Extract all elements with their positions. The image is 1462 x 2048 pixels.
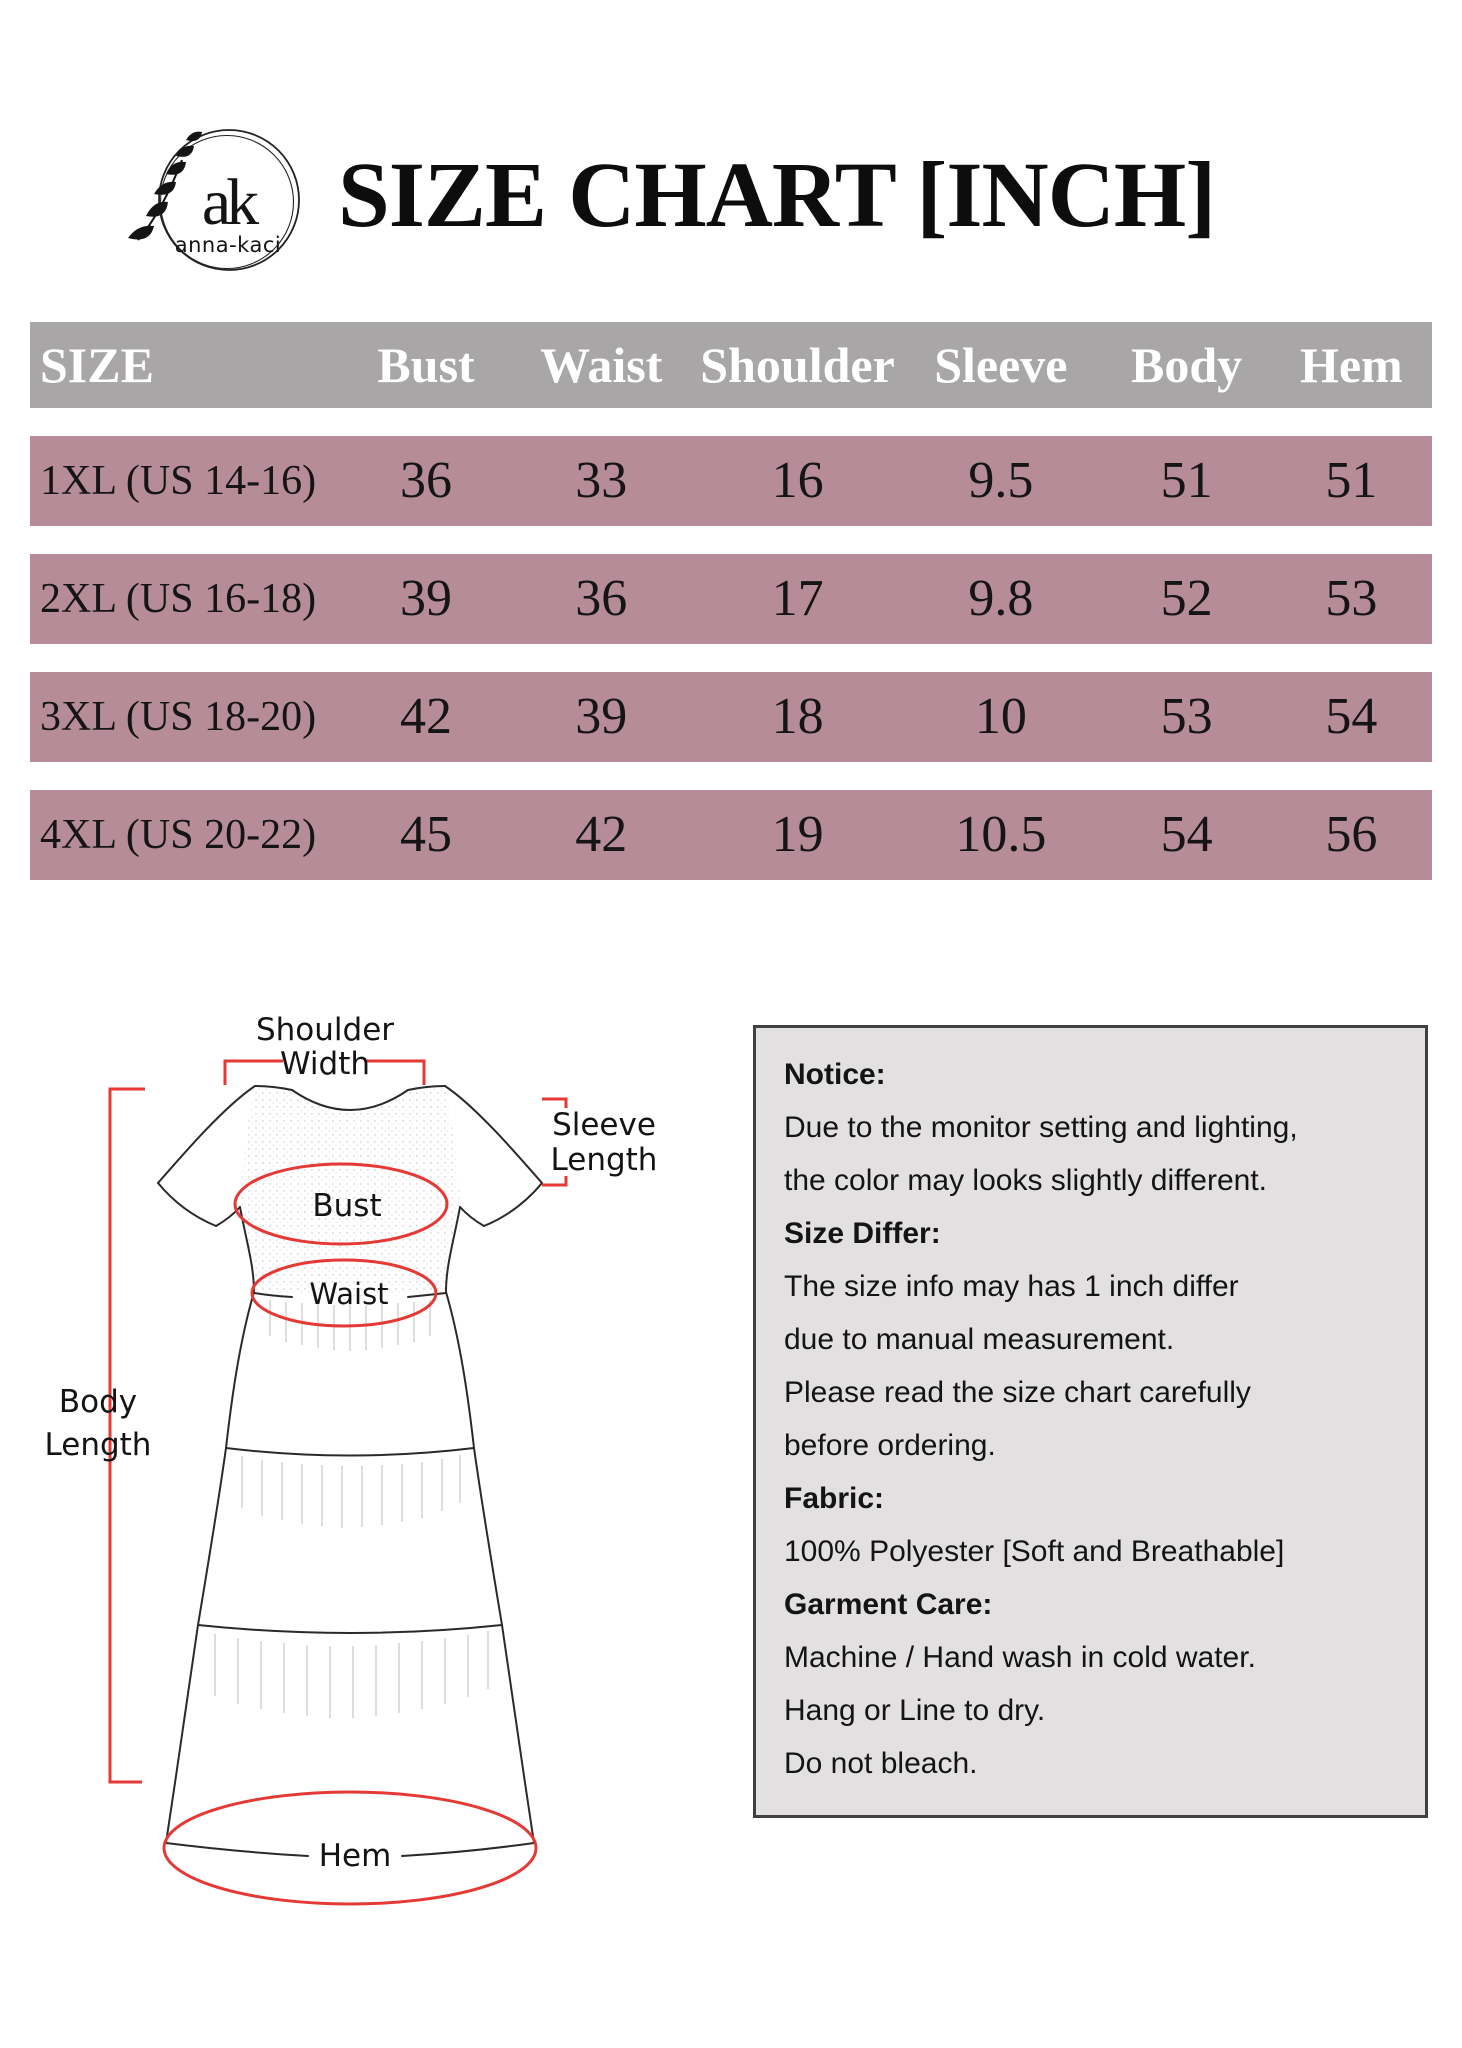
sleeve-value: 9.8	[968, 570, 1034, 627]
laurel-leaf-icon	[128, 132, 202, 240]
bust-value: 45	[400, 806, 453, 863]
table-row	[30, 436, 1432, 526]
notice-text: Machine / Hand wash in cold water.	[784, 1641, 1256, 1674]
waist-label: Waist	[309, 1277, 389, 1311]
body-length-label-1: Body	[58, 1384, 138, 1420]
waist-value: 39	[575, 688, 628, 745]
column-header-size: SIZE	[40, 337, 154, 393]
column-header-body: Body	[1131, 337, 1243, 393]
notice-text: Due to the monitor setting and lighting,	[784, 1111, 1298, 1144]
body-value: 54	[1160, 806, 1213, 863]
shoulder-width-label-2: Width	[279, 1046, 371, 1082]
body-length-label-2: Length	[44, 1427, 152, 1463]
column-header-bust: Bust	[377, 337, 475, 393]
size-label: 1XL (US 14-16)	[40, 458, 317, 504]
body-value: 51	[1160, 452, 1213, 509]
size-differ-heading: Size Differ:	[784, 1217, 941, 1250]
notice-text: Do not bleach.	[784, 1747, 978, 1780]
size-label: 3XL (US 18-20)	[40, 694, 317, 740]
table-row	[30, 790, 1432, 880]
page-title: SIZE CHART [INCH]	[338, 144, 1216, 247]
size-label: 4XL (US 20-22)	[40, 812, 317, 858]
table-row	[30, 554, 1432, 644]
fabric-heading: Fabric:	[784, 1482, 885, 1515]
body-value: 52	[1160, 570, 1213, 627]
fabric-gathers	[215, 1300, 488, 1718]
table-header-row	[30, 322, 1432, 408]
bust-value: 36	[400, 452, 453, 509]
sleeve-value: 9.5	[968, 452, 1034, 509]
shoulder-value: 18	[771, 688, 824, 745]
bust-value: 39	[400, 570, 453, 627]
sleeve-value: 10.5	[955, 806, 1047, 863]
hem-value: 51	[1325, 452, 1378, 509]
hem-value: 54	[1325, 688, 1378, 745]
notice-text: The size info may has 1 inch differ	[784, 1270, 1239, 1303]
waist-value: 42	[575, 806, 628, 863]
hem-value: 56	[1325, 806, 1378, 863]
sleeve-length-label-1: Sleeve	[552, 1107, 656, 1143]
waist-value: 33	[575, 452, 628, 509]
garment-care-heading: Garment Care:	[784, 1588, 993, 1621]
brand-logo	[110, 112, 320, 292]
shoulder-value: 16	[771, 452, 824, 509]
table-row	[30, 672, 1432, 762]
notice-text: before ordering.	[784, 1429, 996, 1462]
dress-measurement-diagram	[30, 1000, 680, 1920]
bust-label: Bust	[312, 1188, 382, 1224]
notice-text: Please read the size chart carefully	[784, 1376, 1251, 1409]
sleeve-value: 10	[974, 688, 1027, 745]
shoulder-value: 17	[771, 570, 824, 627]
column-header-sleeve: Sleeve	[934, 337, 1068, 393]
logo-brand-name: anna-kaci	[174, 233, 282, 257]
notice-text: Hang or Line to dry.	[784, 1694, 1046, 1727]
waist-value: 36	[575, 570, 628, 627]
notice-heading: Notice:	[784, 1058, 886, 1091]
body-value: 53	[1160, 688, 1213, 745]
notice-text: 100% Polyester [Soft and Breathable]	[784, 1535, 1285, 1568]
notice-box	[753, 1025, 1428, 1818]
hem-label: Hem	[318, 1838, 392, 1874]
hem-value: 53	[1325, 570, 1378, 627]
size-table	[30, 322, 1432, 880]
notice-text: due to manual measurement.	[784, 1323, 1175, 1356]
column-header-shoulder: Shoulder	[700, 337, 895, 393]
logo-monogram: ak	[201, 166, 255, 239]
notice-text: the color may looks slightly different.	[784, 1164, 1268, 1197]
shoulder-value: 19	[771, 806, 824, 863]
bust-value: 42	[400, 688, 453, 745]
shoulder-width-label-1: Shoulder	[255, 1012, 395, 1048]
column-header-waist: Waist	[540, 337, 663, 393]
column-header-hem: Hem	[1299, 337, 1403, 393]
size-label: 2XL (US 16-18)	[40, 576, 317, 622]
sleeve-length-label-2: Length	[550, 1142, 658, 1178]
